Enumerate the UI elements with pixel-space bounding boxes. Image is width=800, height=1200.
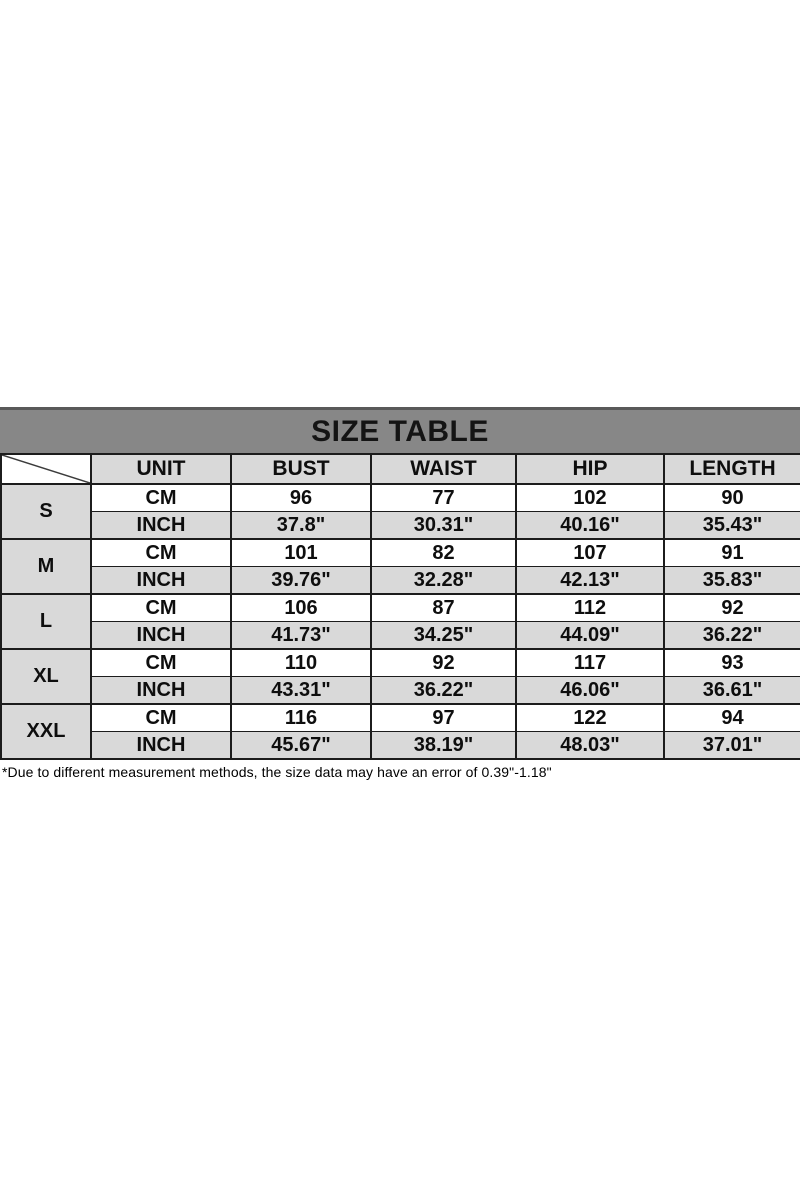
unit-cell: CM <box>91 594 231 622</box>
measurement-cell: 90 <box>664 484 800 512</box>
unit-cell: CM <box>91 484 231 512</box>
measurement-cell: 37.8" <box>231 512 371 540</box>
measurement-cell: 44.09" <box>516 622 664 650</box>
measurement-cell: 93 <box>664 649 800 677</box>
column-header-bust: BUST <box>231 454 371 484</box>
measurement-cell: 46.06" <box>516 677 664 705</box>
measurement-cell: 97 <box>371 704 516 732</box>
size-row-s-inch <box>1 512 800 540</box>
measurement-cell: 34.25" <box>371 622 516 650</box>
size-table <box>0 453 800 760</box>
measurement-cell: 110 <box>231 649 371 677</box>
size-label-xl: XL <box>1 649 91 704</box>
measurement-cell: 35.43" <box>664 512 800 540</box>
column-header-hip: HIP <box>516 454 664 484</box>
measurement-cell: 41.73" <box>231 622 371 650</box>
measurement-error-footnote: *Due to different measurement methods, the size data may have an error of 0.39"-1.18" <box>2 764 552 780</box>
measurement-cell: 102 <box>516 484 664 512</box>
measurement-cell: 101 <box>231 539 371 567</box>
size-table-title-band <box>0 407 800 453</box>
measurement-cell: 92 <box>664 594 800 622</box>
unit-cell: CM <box>91 704 231 732</box>
column-header-waist: WAIST <box>371 454 516 484</box>
size-row-m-cm <box>1 539 800 567</box>
column-header-length: LENGTH <box>664 454 800 484</box>
unit-cell: INCH <box>91 677 231 705</box>
measurement-cell: 77 <box>371 484 516 512</box>
diagonal-line-icon <box>2 455 90 483</box>
measurement-cell: 91 <box>664 539 800 567</box>
measurement-cell: 32.28" <box>371 567 516 595</box>
size-row-l-inch <box>1 622 800 650</box>
unit-cell: INCH <box>91 732 231 760</box>
measurement-cell: 43.31" <box>231 677 371 705</box>
measurement-cell: 92 <box>371 649 516 677</box>
column-header-unit: UNIT <box>91 454 231 484</box>
size-row-l-cm <box>1 594 800 622</box>
size-row-xl-inch <box>1 677 800 705</box>
size-label-s: S <box>1 484 91 539</box>
measurement-cell: 36.22" <box>664 622 800 650</box>
measurement-cell: 39.76" <box>231 567 371 595</box>
size-label-l: L <box>1 594 91 649</box>
measurement-cell: 45.67" <box>231 732 371 760</box>
measurement-cell: 106 <box>231 594 371 622</box>
size-row-xxl-inch <box>1 732 800 760</box>
measurement-cell: 37.01" <box>664 732 800 760</box>
size-label-xxl: XXL <box>1 704 91 759</box>
size-row-m-inch <box>1 567 800 595</box>
measurement-cell: 82 <box>371 539 516 567</box>
size-chart-content <box>0 407 800 780</box>
unit-cell: CM <box>91 539 231 567</box>
measurement-cell: 35.83" <box>664 567 800 595</box>
header-row <box>1 454 800 484</box>
unit-cell: INCH <box>91 567 231 595</box>
size-row-s-cm <box>1 484 800 512</box>
measurement-cell: 94 <box>664 704 800 732</box>
size-label-m: M <box>1 539 91 594</box>
measurement-cell: 36.61" <box>664 677 800 705</box>
size-table-title: SIZE TABLE <box>311 414 489 448</box>
measurement-cell: 38.19" <box>371 732 516 760</box>
size-row-xl-cm <box>1 649 800 677</box>
unit-cell: INCH <box>91 622 231 650</box>
measurement-cell: 30.31" <box>371 512 516 540</box>
unit-cell: CM <box>91 649 231 677</box>
measurement-cell: 42.13" <box>516 567 664 595</box>
measurement-cell: 96 <box>231 484 371 512</box>
measurement-cell: 117 <box>516 649 664 677</box>
measurement-cell: 36.22" <box>371 677 516 705</box>
measurement-cell: 40.16" <box>516 512 664 540</box>
unit-cell: INCH <box>91 512 231 540</box>
measurement-cell: 87 <box>371 594 516 622</box>
corner-diagonal-cell <box>1 454 91 484</box>
measurement-cell: 112 <box>516 594 664 622</box>
measurement-cell: 48.03" <box>516 732 664 760</box>
size-row-xxl-cm <box>1 704 800 732</box>
measurement-cell: 107 <box>516 539 664 567</box>
measurement-cell: 116 <box>231 704 371 732</box>
measurement-cell: 122 <box>516 704 664 732</box>
